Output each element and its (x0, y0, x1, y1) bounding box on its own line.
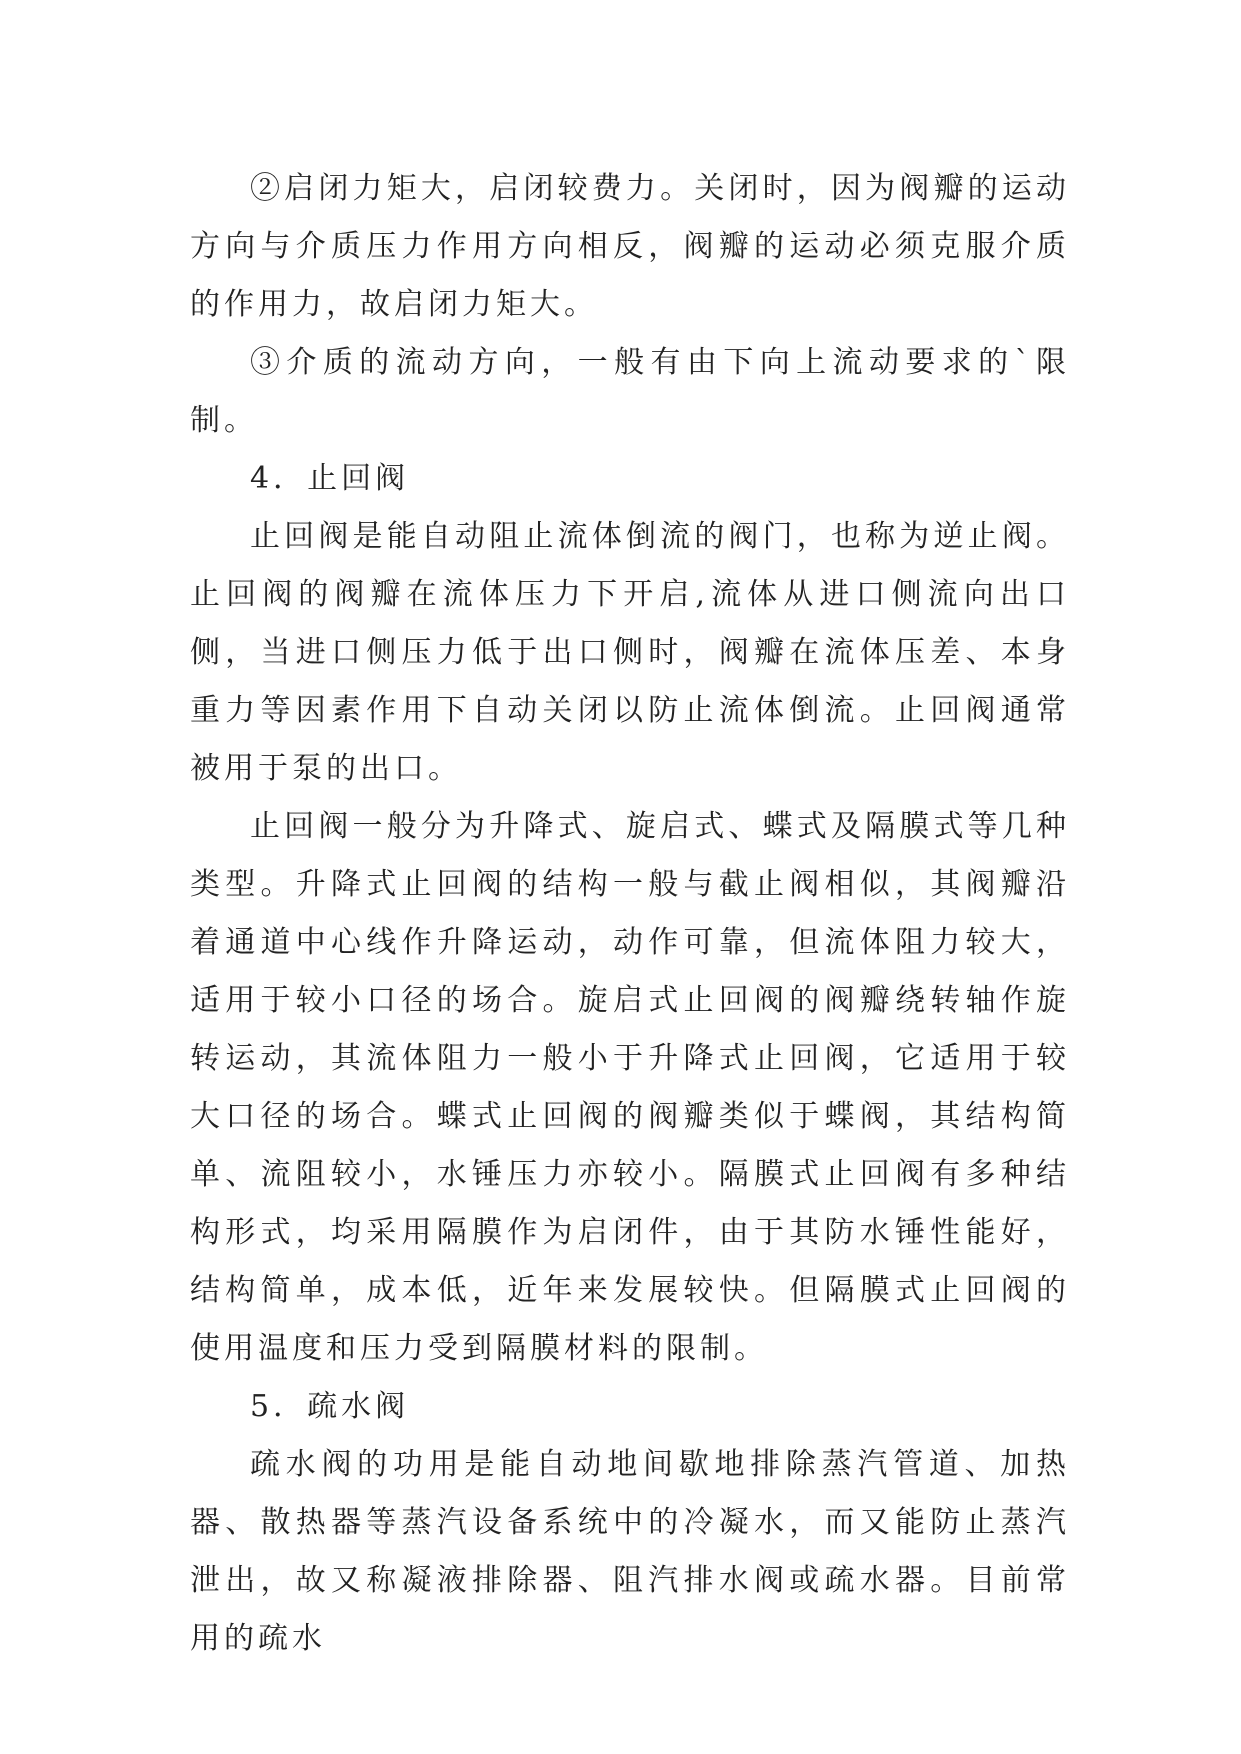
paragraph-check-valve-intro: 止回阀是能自动阻止流体倒流的阀门，也称为逆止阀。止回阀的阀瓣在流体压力下开启,流体从进口侧流向出口侧，当进口侧压力低于出口侧时，阀瓣在流体压差、本身重力等因素作用下自动关闭以防止流体倒流。止回阀通常被用于泵的出口。 (190, 519, 1070, 786)
paragraph-check-valve-types: 止回阀一般分为升降式、旋启式、蝶式及隔膜式等几种类型。升降式止回阀的结构一般与截止阀相似，其阀瓣沿着通道中心线作升降运动，动作可靠，但流体阻力较大，适用于较小口径的场合。旋启式止回阀的阀瓣绕转轴作旋转运动，其流体阻力一般小于升降式止回阀，它适用于较大口径的场合。蝶式止回阀的阀瓣类似于蝶阀，其结构简单、流阻较小，水锤压力亦较小。隔膜式止回阀有多种结构形式，均采用隔膜作为启闭件，由于其防水锤性能好，结构简单，成本低，近年来发展较快。但隔膜式止回阀的使用温度和压力受到隔膜材料的限制。 (190, 809, 1070, 1366)
section-heading-steam-trap: 5．疏水阀 (250, 1389, 410, 1424)
section-heading-check-valve: 4．止回阀 (250, 461, 410, 496)
paragraph-flow-direction: ③介质的流动方向，一般有由下向上流动要求的`限制。 (190, 345, 1070, 438)
paragraph-valve-torque: ②启闭力矩大，启闭较费力。关闭时，因为阀瓣的运动方向与介质压力作用方向相反，阀瓣的运动必须克服介质的作用力，故启闭力矩大。 (190, 171, 1070, 322)
document-body (190, 160, 1070, 1668)
paragraph-steam-trap-intro: 疏水阀的功用是能自动地间歇地排除蒸汽管道、加热器、散热器等蒸汽设备系统中的冷凝水，而又能防止蒸汽泄出，故又称凝液排除器、阻汽排水阀或疏水器。目前常用的疏水 (190, 1447, 1070, 1656)
